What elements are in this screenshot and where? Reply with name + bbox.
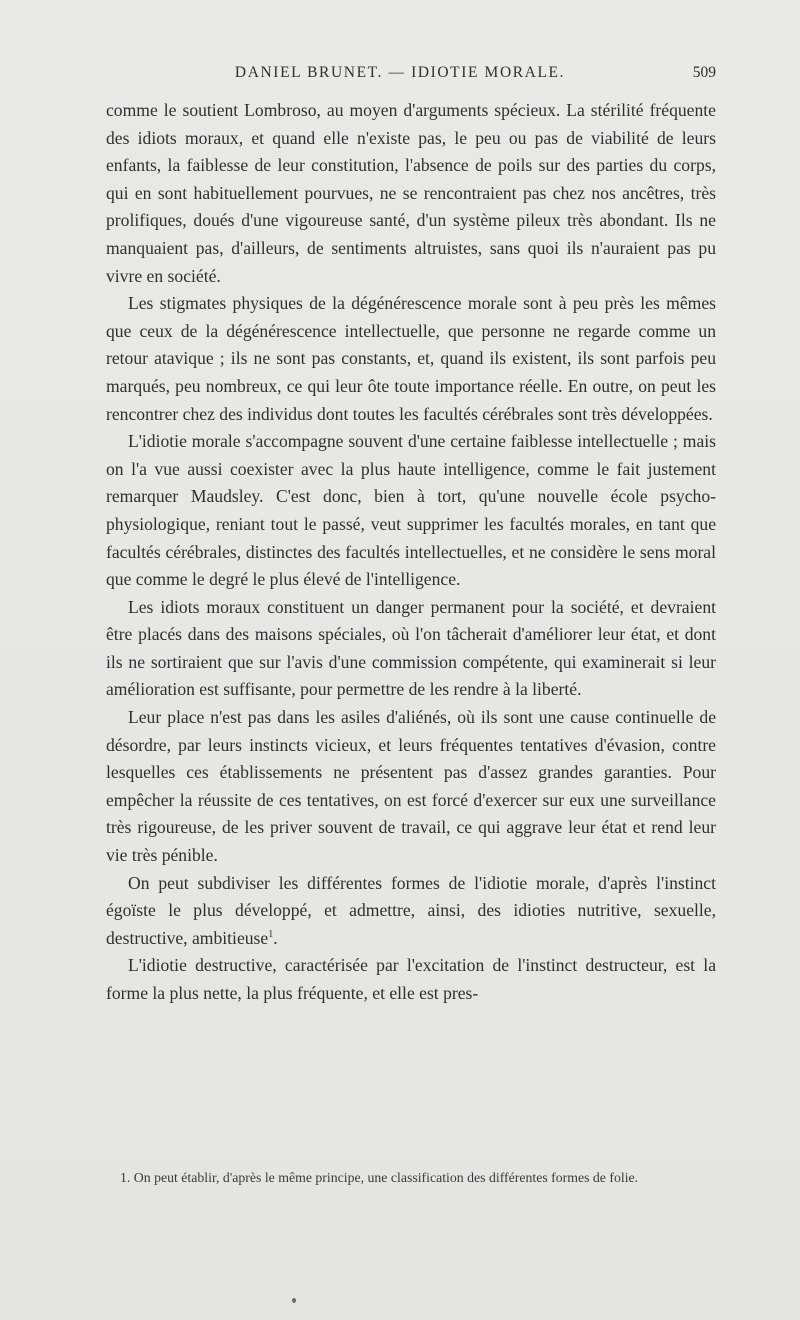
- paragraph: comme le soutient Lombroso, au moyen d'arguments spécieux. La stérilité fréquente des idiots moraux, et quand elle n'existe pas, le peu ou pas de viabilité de leurs enfants, la faiblesse de leur constitution, l'absence de poils sur des parties du corps, qui en sont habituellement pourvues, ne se rencontraient pas chez nos ancêtres, très prolifiques, doués d'une vigoureuse santé, d'un système pileux très abondant. Ils ne manquaient pas, d'ailleurs, de sentiments altruistes, sans quoi ils n'auraient pas pu vivre en société.: [106, 100, 716, 286]
- body-text: [106, 97, 716, 1008]
- running-head: DANIEL BRUNET. — IDIOTIE MORALE.: [234, 64, 566, 81]
- paragraph: Les idiots moraux constituent un danger permanent pour la société, et devraient être placés dans des maisons spéciales, où l'on tâcherait d'améliorer leur état, et dont ils ne sortiraient que sur l'avis d'une commission compétente, qui examinerait si leur amélioration est suffisante, pour permettre de les rendre à la liberté.: [106, 596, 716, 700]
- footnote-ref: 1: [268, 928, 274, 940]
- paragraph: Leur place n'est pas dans les asiles d'aliénés, où ils sont une cause continuelle de désordre, par leurs instincts vicieux, et leurs fréquentes tentatives d'évasion, contre lesquelles ces établissements ne présentent pas d'assez grandes garanties. Pour empêcher la réussite de ces tentatives, on est forcé d'exercer sur eux une surveillance très rigoureuse, de les priver souvent de travail, ce qui aggrave leur état et rend leur vie très pénible.: [106, 707, 716, 866]
- paragraph-with-footnote: On peut subdiviser les différentes formes de l'idiotie morale, d'après l'instinct égoïste le plus développé, et admettre, ainsi, des idioties nutritive, sexuelle, destructive, ambitieuse$^1$.: [106, 872, 716, 948]
- paragraph: L'idiotie morale s'accompagne souvent d'une certaine faiblesse intellectuelle ; mais on l'a vue aussi coexister avec la plus haute intelligence, comme le fait justement remarquer Maudsley. C'est donc, bien à tort, qu'une nouvelle école psycho-physiologique, reniant tout le passé, veut supprimer les facultés morales, en tant que facultés cérébrales, distinctes des facultés intellectuelles, et ne considère le sens moral que comme le degré le plus élevé de l'intelligence.: [106, 431, 716, 590]
- footnote: 1. On peut établir, d'après le même principe, une classification des différentes formes de folie.: [120, 1170, 639, 1185]
- paragraph: Les stigmates physiques de la dégénérescence morale sont à peu près les mêmes que ceux de la dégénérescence intellectuelle, que personne ne regarde comme un retour atavique ; ils ne sont pas constants, et, quand ils existent, ils sont parfois peu marqués, peu nombreux, ce qui leur ôte toute importance réelle. En outre, on peut les rencontrer chez des individus dont toutes les facultés cérébrales sont très développées.: [106, 293, 716, 424]
- page-number: 509: [692, 64, 716, 81]
- page-header: [0, 64, 800, 88]
- paragraph: L'idiotie destructive, caractérisée par l'excitation de l'instinct destructeur, est la forme la plus nette, la plus fréquente, et elle est pres-: [106, 955, 716, 1003]
- print-speck: [292, 1298, 296, 1303]
- paragraph-text: On peut subdiviser les différentes formes de l'idiotie morale, d'après l'instinct égoïste le plus développé, et admettre, ainsi, des idioties nutritive, sexuelle, destructive, ambitieuse: [106, 872, 716, 948]
